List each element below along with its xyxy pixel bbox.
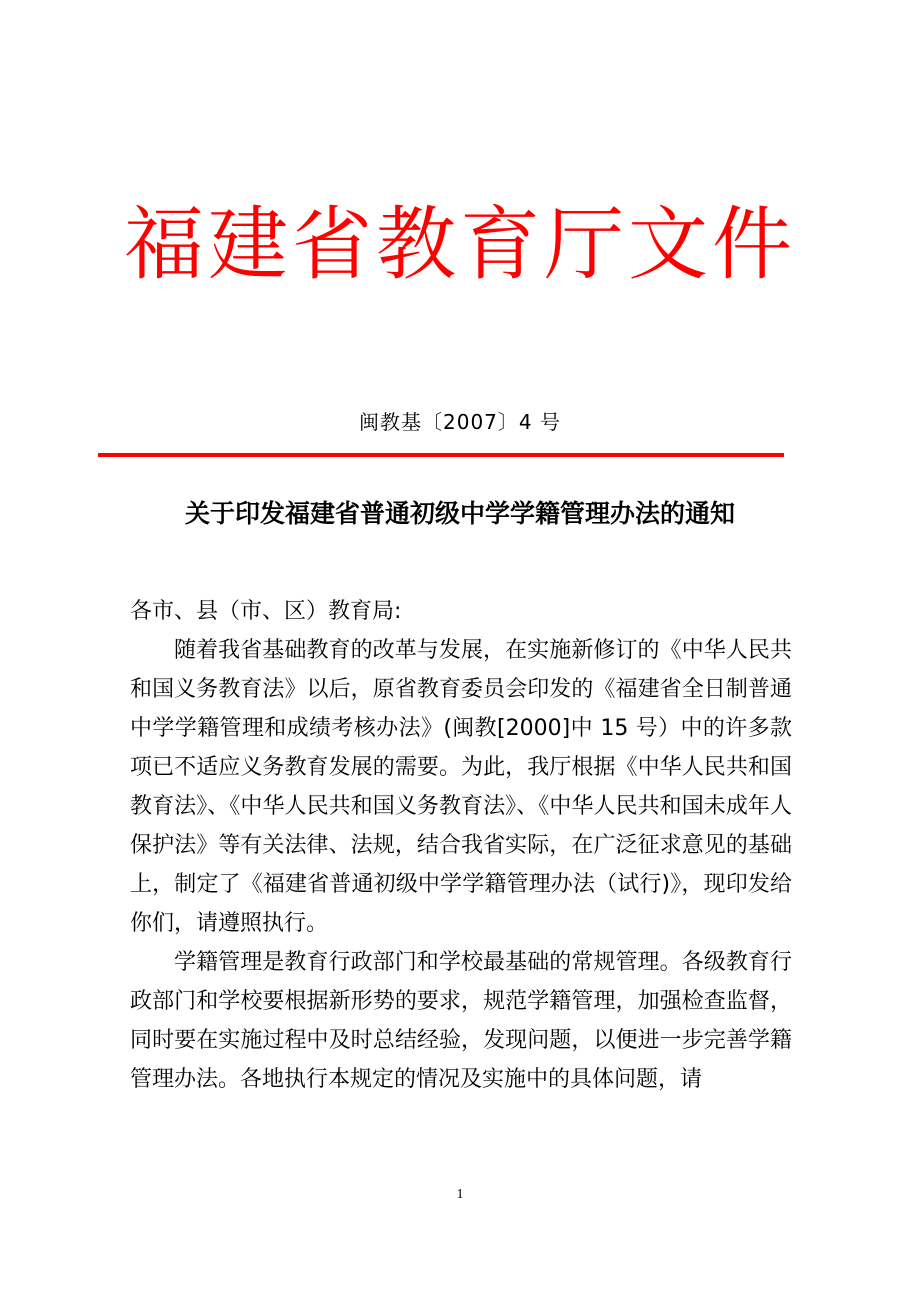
document-title: 关于印发福建省普通初级中学学籍管理办法的通知 bbox=[184, 499, 735, 528]
body-paragraph-2: 学籍管理是教育行政部门和学校最基础的常规管理。各级教育行政部门和学校要根据新形势的要求，规范学籍管理，加强检查监督，同时要在实施过程中及时总结经验，发现问题，以便进一步完善学籍管理办法。各地执行本规定的情况及实施中的具体问题，请 bbox=[130, 950, 792, 1092]
masthead-title: 福建省教育厅文件 bbox=[124, 198, 796, 291]
salutation: 各市、县（市、区）教育局: bbox=[130, 599, 402, 624]
body-paragraph-1: 随着我省基础教育的改革与发展，在实施新修订的《中华人民共和国义务教育法》以后，原省教育委员会印发的《福建省全日制普通中学学籍管理和成绩考核办法》(闽教[2000]中 15 号）中的许多款项已不适应义务教育发展的需要。为此，我厅根据《中华人民共和国教育法》、《中华人民共和国义务教育法》、《中华人民共和国未成年人保护法》等有关法律、法规，结合我省实际，在广泛征求意见的基础上，制定了《福建省普通初级中学学籍管理办法（试行)》，现印发给你们，请遵照执行。 bbox=[130, 638, 792, 936]
document-number: 闽教基〔2007〕4 号 bbox=[359, 410, 561, 434]
red-divider-line bbox=[98, 453, 784, 457]
document-body bbox=[130, 592, 792, 1099]
page-number: 1 bbox=[456, 1187, 464, 1202]
